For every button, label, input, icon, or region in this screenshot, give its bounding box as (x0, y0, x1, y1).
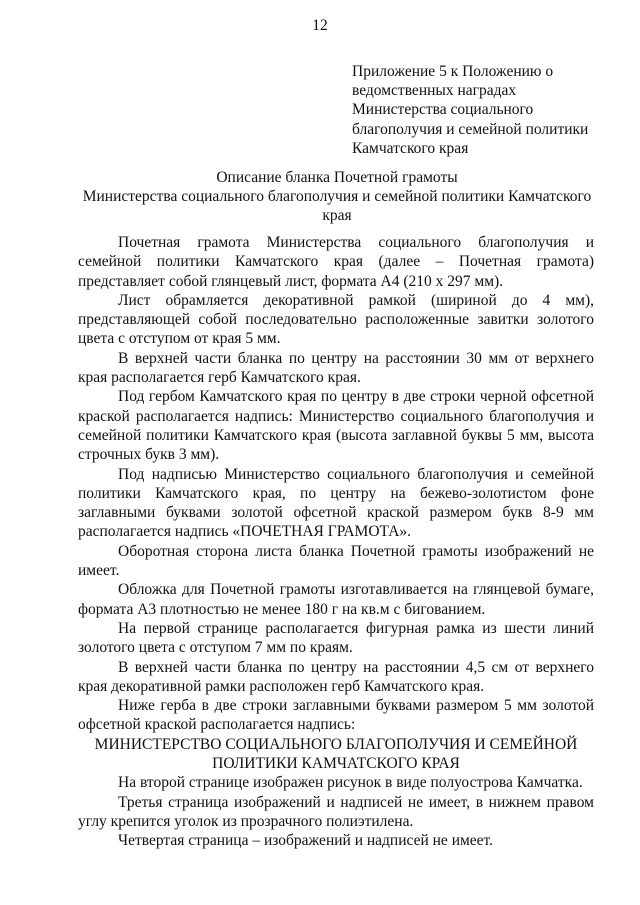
appendix-line: благополучия и семейной политики (352, 120, 589, 138)
body-paragraph: Лист обрамляется декоративной рамкой (шириной до 4 мм), представляющей собой последовательно расположенные завитки золотого цвета с отступом от края 5 мм. (78, 291, 594, 348)
page-number: 12 (312, 17, 328, 34)
body-paragraph: Третья страница изображений и надписей не имеет, в нижнем правом углу крепится уголок из прозрачного полиэтилена. (78, 793, 594, 830)
body-paragraph: Под надписью Министерство социального благополучия и семейной политики Камчатского края, по центру на бежево-золотистом фоне заглавными буквами золотой офсетной краской размером букв 8-9 мм располагается надпись «ПОЧЕТНАЯ ГРАМОТА». (78, 465, 594, 541)
body-paragraph: Оборотная сторона листа бланка Почетной грамоты изображений не имеет. (78, 542, 594, 580)
body-paragraph: Обложка для Почетной грамоты изготавливается на глянцевой бумаге, формата А3 плотностью не менее 180 г на кв.м с бигованием. (78, 581, 594, 618)
appendix-line: Камчатского края (352, 139, 469, 157)
title-line: Министерства социального благополучия и семейной политики Камчатского (82, 188, 592, 206)
body-paragraph: В верхней части бланка по центру на расстоянии 30 мм от верхнего края располагается герб Камчатского края. (78, 349, 594, 387)
appendix-line: Приложение 5 к Положению о (352, 63, 554, 80)
body-paragraph: Четвертая страница – изображений и надписей не имеет. (118, 832, 494, 850)
body-paragraph: Почетная грамота Министерства социального благополучия и семейной политики Камчатского края (далее – Почетная грамота) представляет собой глянцевый лист, формата А4 (210 х 297 мм). (78, 234, 594, 290)
body-paragraph: Под гербом Камчатского края по центру в две строки черной офсетной краской располагается надпись: Министерство социального благополучия и семейной политики Камчатского края (высота заглавной буквы 5 мм, высота строчных букв 3 мм). (78, 388, 594, 464)
appendix-line: Министерства социального (352, 101, 534, 119)
body-paragraph: В верхней части бланка по центру на расстоянии 4,5 см от верхнего края декоративной рамки расположен герб Камчатского края. (78, 658, 594, 695)
body-paragraph: На первой странице располагается фигурная рамка из шести линий золотого цвета с отступом 7 мм по краям. (78, 619, 594, 657)
body-paragraph: Ниже герба в две строки заглавными буквами размером 5 мм золотой офсетной краской располагается надпись: (78, 697, 594, 734)
document-title (64, 168, 610, 226)
appendix-line: ведомственных наградах (352, 82, 517, 100)
document-body (78, 233, 594, 851)
body-paragraph: На второй странице изображен рисунок в виде полуострова Камчатка. (118, 774, 583, 792)
appendix-note (352, 62, 622, 158)
inscription-line: ПОЛИТИКИ КАМЧАТСКОГО КРАЯ (212, 755, 460, 773)
inscription-line: МИНИСТЕРСТВО СОЦИАЛЬНОГО БЛАГОПОЛУЧИЯ И СЕМЕЙНОЙ (94, 735, 578, 753)
title-line: края (322, 207, 352, 225)
title-line: Описание бланка Почетной грамоты (216, 169, 458, 186)
